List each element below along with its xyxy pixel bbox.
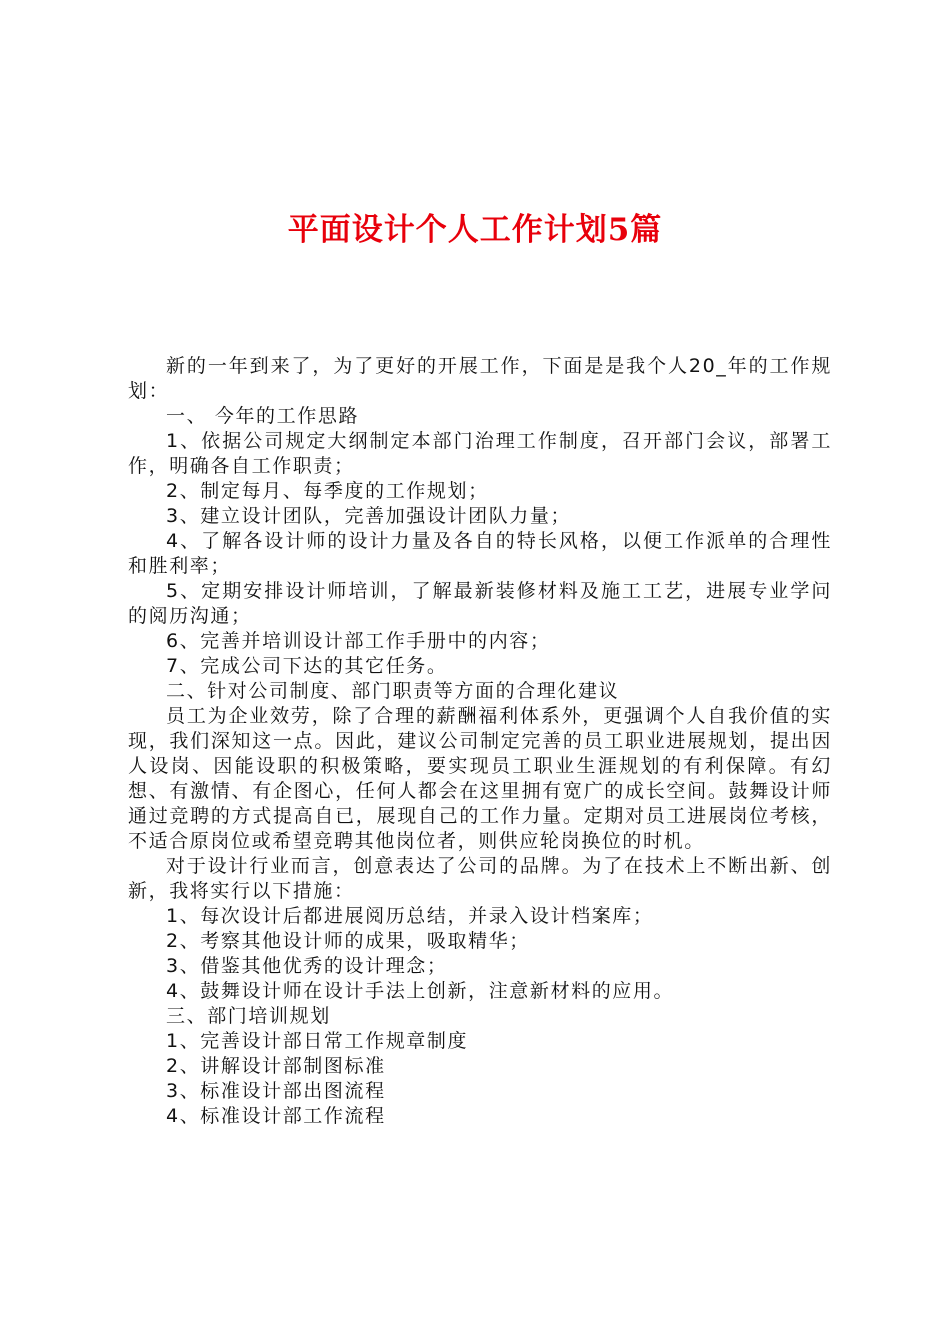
list-item: 1、每次设计后都进展阅历总结，并录入设计档案库； — [166, 905, 654, 927]
list-item: 6、完善并培训设计部工作手册中的内容； — [166, 630, 551, 652]
list-item: 4、鼓舞设计师在设计手法上创新，注意新材料的应用。 — [166, 980, 675, 1002]
list-item: 1、完善设计部日常工作规章制度 — [166, 1030, 469, 1052]
body-paragraph: 员工为企业效劳，除了合理的薪酬福利体系外，更强调个人自我价值的实现，我们深知这一点。因此，建议公司制定完善的员工职业进展规划，提出因人设岗、因能设职的积极策略，要实现员工职业生涯规划的有利保障。有幻想、有激情、有企图心，任何人都会在这里拥有宽广的成长空间。鼓舞设计师通过竞聘的方式提高自已，展现自己的工作力量。定期对员工进展岗位考核，不适合原岗位或希望竞聘其他岗位者，则供应轮岗换位的时机。 — [128, 705, 832, 852]
intro-paragraph: 新的一年到来了，为了更好的开展工作，下面是是我个人20_年的工作规划： — [128, 355, 832, 402]
section-heading-3: 三、部门培训规划 — [166, 1005, 331, 1027]
list-item: 2、讲解设计部制图标准 — [166, 1055, 386, 1077]
list-item: 2、考察其他设计师的成果，吸取精华； — [166, 930, 530, 952]
list-item: 1、依据公司规定大纲制定本部门治理工作制度，召开部门会议，部署工作，明确各自工作职责； — [128, 430, 832, 477]
section-heading-1: 一、 今年的工作思路 — [166, 405, 360, 427]
list-item: 3、借鉴其他优秀的设计理念； — [166, 955, 448, 977]
list-item: 2、制定每月、每季度的工作规划； — [166, 480, 489, 502]
list-item: 4、了解各设计师的设计力量及各自的特长风格，以便工作派单的合理性和胜利率； — [128, 530, 832, 577]
document-title: 平面设计个人工作计划5篇 — [287, 212, 663, 248]
list-item: 5、定期安排设计师培训，了解最新装修材料及施工工艺，进展专业学问的阅历沟通； — [128, 580, 832, 627]
document-body — [128, 354, 832, 1129]
list-item: 3、建立设计团队，完善加强设计团队力量； — [166, 505, 572, 527]
body-paragraph: 对于设计行业而言，创意表达了公司的品牌。为了在技术上不断出新、创新，我将实行以下措施： — [128, 855, 832, 902]
list-item: 7、完成公司下达的其它任务。 — [166, 655, 448, 677]
list-item: 3、标准设计部出图流程 — [166, 1080, 386, 1102]
list-item: 4、标准设计部工作流程 — [166, 1105, 386, 1127]
section-heading-2: 二、针对公司制度、部门职责等方面的合理化建议 — [166, 680, 620, 702]
